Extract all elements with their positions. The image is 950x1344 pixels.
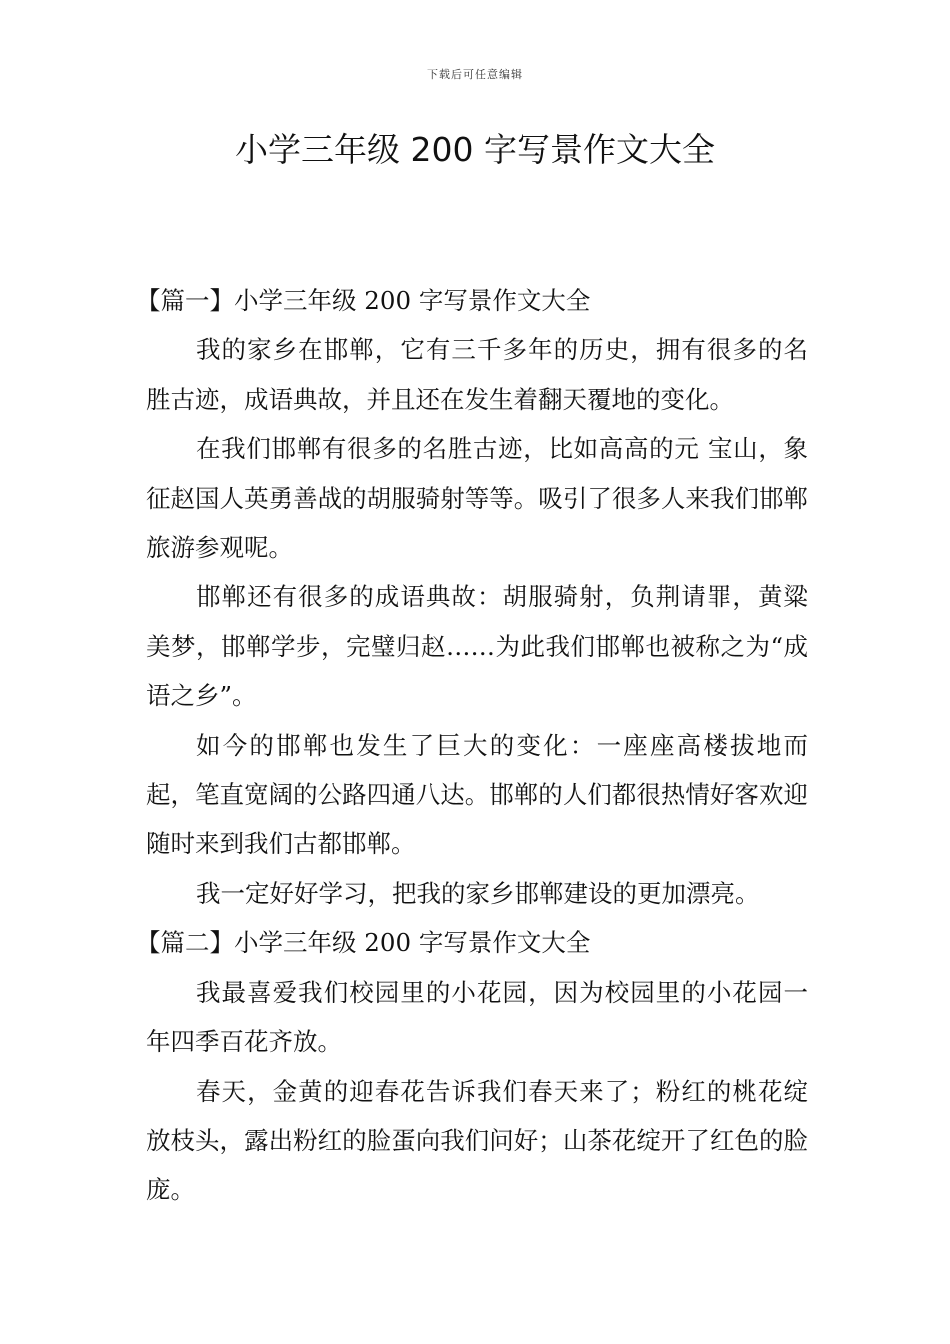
body-paragraph: 如今的邯郸也发生了巨大的变化：一座座高楼拔地而起，笔直宽阔的公路四通八达。邯郸的人们都很热情好客欢迎随时来到我们古都邯郸。 bbox=[146, 730, 808, 859]
body-paragraph: 春天，金黄的迎春花告诉我们春天来了；粉红的桃花绽放枝头，露出粉红的脸蛋向我们问好；山茶花绽开了红色的脸庞。 bbox=[146, 1076, 808, 1205]
body-paragraph: 在我们邯郸有很多的名胜古迹，比如高高的元 宝山，象征赵国人英勇善战的胡服骑射等等。吸引了很多人来我们邯郸旅游参观呢。 bbox=[146, 434, 808, 563]
header-note: 下载后可任意编辑 bbox=[427, 68, 523, 81]
body-paragraph: 我最喜爱我们校园里的小花园，因为校园里的小花园一年四季百花齐放。 bbox=[146, 977, 808, 1057]
document-body bbox=[136, 276, 808, 1215]
document-title: 小学三年级 200 字写景作文大全 bbox=[235, 130, 715, 169]
body-paragraph: 邯郸还有很多的成语典故：胡服骑射，负荆请罪，黄粱美梦，邯郸学步，完璧归赵……为此我们邯郸也被称之为“成语之乡”。 bbox=[146, 582, 808, 711]
section-heading-1: 【篇一】小学三年级 200 字写景作文大全 bbox=[136, 286, 591, 315]
body-paragraph: 我一定好好学习，把我的家乡邯郸建设的更加漂亮。 bbox=[196, 878, 760, 908]
body-paragraph: 我的家乡在邯郸，它有三千多年的历史，拥有很多的名胜古迹，成语典故，并且还在发生着翻天覆地的变化。 bbox=[146, 335, 808, 414]
section-heading-2: 【篇二】小学三年级 200 字写景作文大全 bbox=[136, 928, 591, 958]
